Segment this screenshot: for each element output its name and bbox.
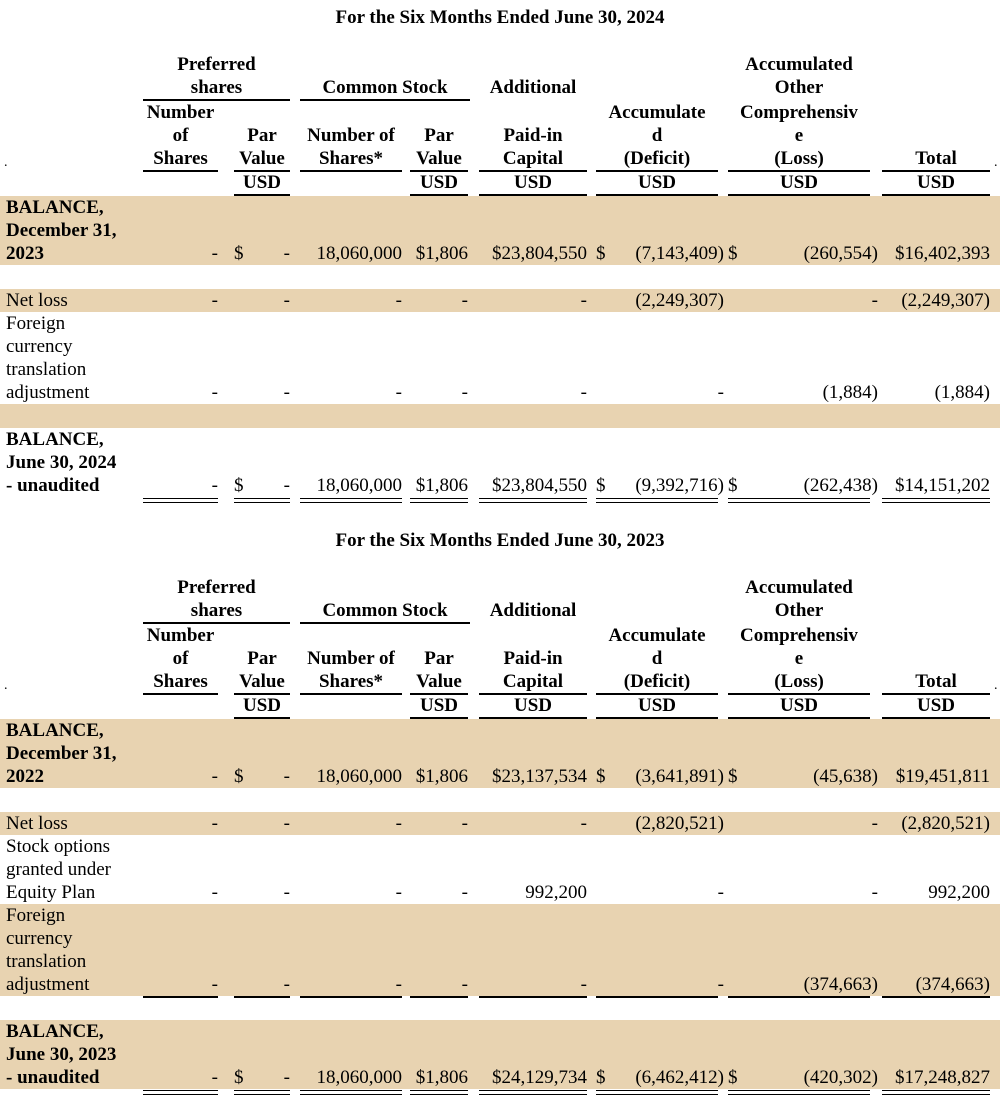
usd-label: USD — [916, 695, 955, 716]
common-par-cell: - — [461, 974, 468, 995]
pref-par-cell: - — [283, 1067, 290, 1088]
row-label: translation — [6, 951, 87, 972]
row-marker: . — [994, 155, 998, 170]
pref-par-header-l1: Par — [247, 648, 277, 669]
currency-symbol: $ — [728, 475, 738, 496]
aoci-cell: (420,302) — [803, 1067, 878, 1088]
paid-in-capital-cell: 992,200 — [525, 882, 587, 903]
common-par-cell: $1,806 — [415, 766, 468, 787]
subtotal-underline — [234, 996, 290, 998]
common-stock-header: Common Stock — [322, 77, 448, 98]
paid-in-header-l2: Capital — [502, 148, 564, 169]
aoci-cell: - — [871, 290, 878, 311]
common-stock-header: Common Stock — [322, 600, 448, 621]
pref-par-cell: - — [283, 882, 290, 903]
number-of-shares-header-l3: Shares — [153, 148, 208, 169]
subtotal-underline — [143, 996, 218, 998]
currency-symbol: $ — [596, 475, 606, 496]
common-par-header-l2: Value — [416, 148, 462, 169]
subtotal-underline — [300, 996, 402, 998]
total-double-underline — [300, 498, 402, 503]
preferred-shares-header-l2: shares — [190, 77, 243, 98]
pref-par-cell: - — [283, 243, 290, 264]
deficit-header-l3: (Deficit) — [623, 148, 691, 169]
row-label: Foreign — [6, 313, 66, 334]
row-label: adjustment — [6, 382, 90, 403]
number-of-shares-header-l1: Number — [146, 102, 215, 123]
usd-label: USD — [637, 172, 676, 193]
usd-label: USD — [637, 695, 676, 716]
usd-label: USD — [513, 172, 552, 193]
number-of-shares-header-l1: Number — [146, 625, 215, 646]
row-label: Stock options — [6, 836, 110, 857]
common-par-cell: $1,806 — [415, 475, 468, 496]
accumulated-other-header-l1: Accumulated — [745, 54, 853, 75]
common-par-cell: - — [461, 882, 468, 903]
total-double-underline — [234, 1090, 290, 1095]
common-shares-header-l2: Shares* — [318, 671, 384, 692]
header-underline — [143, 693, 218, 695]
common-shares-header-l1: Number of — [307, 125, 395, 146]
common-shares-cell: 18,060,000 — [316, 243, 402, 264]
paid-in-capital-cell: - — [580, 813, 587, 834]
total-double-underline — [728, 1090, 870, 1095]
total-double-underline — [410, 498, 468, 503]
total-double-underline — [143, 498, 218, 503]
row-label: BALANCE, — [6, 720, 104, 741]
paid-in-capital-cell: $23,804,550 — [492, 475, 587, 496]
paid-in-capital-cell: $23,137,534 — [492, 766, 587, 787]
pref-shares-cell: - — [211, 290, 218, 311]
deficit-header-l1: Accumulate — [608, 102, 706, 123]
additional-header: Additional — [489, 600, 577, 621]
total-double-underline — [143, 1090, 218, 1095]
number-of-shares-header-l2: of — [172, 125, 189, 146]
row-label: BALANCE, — [6, 1021, 104, 1042]
common-par-cell: $1,806 — [415, 1067, 468, 1088]
aoci-cell: (262,438) — [803, 475, 878, 496]
number-of-shares-header-l3: Shares — [153, 671, 208, 692]
section-title: For the Six Months Ended June 30, 2024 — [335, 7, 665, 28]
accumulated-other-header-l1: Accumulated — [745, 577, 853, 598]
total-double-underline — [300, 1090, 402, 1095]
row-label: Equity Plan — [6, 882, 96, 903]
total-header: Total — [915, 671, 957, 692]
comprehensive-header-l2: e — [794, 648, 804, 669]
currency-symbol: $ — [596, 1067, 606, 1088]
pref-shares-cell: - — [211, 475, 218, 496]
subtotal-underline — [882, 996, 990, 998]
common-par-cell: $1,806 — [415, 243, 468, 264]
subtotal-underline — [728, 996, 870, 998]
common-shares-header-l1: Number of — [307, 648, 395, 669]
aoci-cell: - — [871, 813, 878, 834]
paid-in-header-l1: Paid-in — [503, 648, 563, 669]
total-double-underline — [882, 498, 990, 503]
spacer-band — [0, 404, 1000, 428]
subtotal-underline — [596, 996, 718, 998]
common-par-header-l1: Par — [424, 648, 454, 669]
comprehensive-header-l1: Comprehensiv — [740, 102, 858, 123]
paid-in-capital-cell: $24,129,734 — [492, 1067, 587, 1088]
deficit-cell: (6,462,412) — [635, 1067, 724, 1088]
row-label: currency — [6, 336, 73, 357]
deficit-header-l1: Accumulate — [608, 625, 706, 646]
total-double-underline — [596, 1090, 718, 1095]
pref-par-cell: - — [283, 974, 290, 995]
paid-in-capital-cell: - — [580, 974, 587, 995]
subtotal-underline — [410, 996, 468, 998]
deficit-header-l3: (Deficit) — [623, 671, 691, 692]
aoci-cell: (374,663) — [803, 974, 878, 995]
deficit-header-l2: d — [651, 125, 663, 146]
aoci-cell: - — [871, 882, 878, 903]
row-label: Foreign — [6, 905, 66, 926]
common-shares-cell: - — [395, 290, 402, 311]
common-par-header-l2: Value — [416, 671, 462, 692]
pref-shares-cell: - — [211, 813, 218, 834]
total-double-underline — [479, 1090, 587, 1095]
pref-shares-cell: - — [211, 382, 218, 403]
preferred-shares-header-l1: Preferred — [177, 577, 256, 598]
currency-symbol: $ — [234, 766, 244, 787]
row-label: June 30, 2023 — [6, 1044, 117, 1065]
total-double-underline — [410, 1090, 468, 1095]
row-label: December 31, — [6, 220, 117, 241]
row-label: adjustment — [6, 974, 90, 995]
comprehensive-header-l3: (Loss) — [774, 671, 824, 692]
common-shares-cell: 18,060,000 — [316, 766, 402, 787]
section-title: For the Six Months Ended June 30, 2023 — [335, 530, 665, 551]
row-label: Net loss — [6, 290, 68, 311]
usd-label: USD — [242, 172, 281, 193]
header-underline — [300, 693, 402, 695]
comprehensive-header-l2: e — [794, 125, 804, 146]
total-double-underline — [596, 498, 718, 503]
deficit-header-l2: d — [651, 648, 663, 669]
row-label: 2022 — [6, 766, 44, 787]
total-cell: (374,663) — [915, 974, 990, 995]
paid-in-header-l1: Paid-in — [503, 125, 563, 146]
common-shares-cell: 18,060,000 — [316, 1067, 402, 1088]
header-underline — [300, 170, 402, 172]
deficit-cell: (3,641,891) — [635, 766, 724, 787]
additional-header: Additional — [489, 77, 577, 98]
usd-label: USD — [779, 695, 818, 716]
common-shares-cell: 18,060,000 — [316, 475, 402, 496]
total-cell: $14,151,202 — [895, 475, 990, 496]
currency-symbol: $ — [596, 766, 606, 787]
currency-symbol: $ — [234, 1067, 244, 1088]
row-label: June 30, 2024 — [6, 452, 117, 473]
currency-symbol: $ — [596, 243, 606, 264]
pref-par-cell: - — [283, 290, 290, 311]
pref-par-header-l1: Par — [247, 125, 277, 146]
pref-par-cell: - — [283, 382, 290, 403]
header-underline — [143, 170, 218, 172]
pref-shares-cell: - — [211, 974, 218, 995]
pref-par-cell: - — [283, 766, 290, 787]
pref-par-cell: - — [283, 813, 290, 834]
currency-symbol: $ — [728, 1067, 738, 1088]
total-double-underline — [479, 498, 587, 503]
common-group-underline — [300, 622, 470, 624]
common-par-header-l1: Par — [424, 125, 454, 146]
preferred-shares-header-l2: shares — [190, 600, 243, 621]
total-cell: 992,200 — [928, 882, 990, 903]
accumulated-other-header-l2: Other — [774, 77, 824, 98]
currency-symbol: $ — [728, 766, 738, 787]
paid-in-capital-cell: $23,804,550 — [492, 243, 587, 264]
row-label: BALANCE, — [6, 429, 104, 450]
comprehensive-header-l1: Comprehensiv — [740, 625, 858, 646]
aoci-cell: (45,638) — [813, 766, 878, 787]
usd-label: USD — [513, 695, 552, 716]
deficit-cell: (9,392,716) — [635, 475, 724, 496]
deficit-cell: (2,820,521) — [635, 813, 724, 834]
common-par-cell: - — [461, 382, 468, 403]
pref-par-header-l2: Value — [239, 671, 285, 692]
paid-in-header-l2: Capital — [502, 671, 564, 692]
deficit-cell: - — [717, 882, 724, 903]
paid-in-capital-cell: - — [580, 382, 587, 403]
common-shares-cell: - — [395, 882, 402, 903]
total-double-underline — [882, 1090, 990, 1095]
total-cell: (2,820,521) — [901, 813, 990, 834]
currency-symbol: $ — [234, 243, 244, 264]
comprehensive-header-l3: (Loss) — [774, 148, 824, 169]
common-shares-cell: - — [395, 813, 402, 834]
common-par-cell: - — [461, 290, 468, 311]
row-marker: . — [4, 155, 8, 170]
deficit-cell: (7,143,409) — [635, 243, 724, 264]
common-shares-header-l2: Shares* — [318, 148, 384, 169]
row-label: 2023 — [6, 243, 44, 264]
total-double-underline — [234, 498, 290, 503]
preferred-shares-header-l1: Preferred — [177, 54, 256, 75]
deficit-cell: - — [717, 382, 724, 403]
row-label: Net loss — [6, 813, 68, 834]
row-label: December 31, — [6, 743, 117, 764]
total-cell: $19,451,811 — [895, 766, 990, 787]
pref-shares-cell: - — [211, 1067, 218, 1088]
common-shares-cell: - — [395, 974, 402, 995]
row-label: granted under — [6, 859, 111, 880]
common-group-underline — [300, 99, 470, 101]
total-header: Total — [915, 148, 957, 169]
total-cell: $16,402,393 — [895, 243, 990, 264]
pref-par-cell: - — [283, 475, 290, 496]
row-marker: . — [4, 678, 8, 693]
usd-label: USD — [419, 695, 458, 716]
usd-label: USD — [419, 172, 458, 193]
number-of-shares-header-l2: of — [172, 648, 189, 669]
row-label: - unaudited — [6, 475, 100, 496]
deficit-cell: - — [717, 974, 724, 995]
pref-shares-cell: - — [211, 766, 218, 787]
row-label: translation — [6, 359, 87, 380]
aoci-cell: (260,554) — [803, 243, 878, 264]
total-cell: $17,248,827 — [895, 1067, 990, 1088]
pref-par-header-l2: Value — [239, 148, 285, 169]
pref-shares-cell: - — [211, 243, 218, 264]
common-shares-cell: - — [395, 382, 402, 403]
row-label: - unaudited — [6, 1067, 100, 1088]
usd-label: USD — [242, 695, 281, 716]
usd-label: USD — [779, 172, 818, 193]
total-double-underline — [728, 498, 870, 503]
deficit-cell: (2,249,307) — [635, 290, 724, 311]
accumulated-other-header-l2: Other — [774, 600, 824, 621]
subtotal-underline — [479, 996, 587, 998]
row-label: currency — [6, 928, 73, 949]
row-label: BALANCE, — [6, 197, 104, 218]
aoci-cell: (1,884) — [822, 382, 878, 403]
common-par-cell: - — [461, 813, 468, 834]
total-cell: (1,884) — [934, 382, 990, 403]
currency-symbol: $ — [234, 475, 244, 496]
usd-label: USD — [916, 172, 955, 193]
total-cell: (2,249,307) — [901, 290, 990, 311]
row-marker: . — [994, 678, 998, 693]
pref-shares-cell: - — [211, 882, 218, 903]
currency-symbol: $ — [728, 243, 738, 264]
paid-in-capital-cell: - — [580, 290, 587, 311]
